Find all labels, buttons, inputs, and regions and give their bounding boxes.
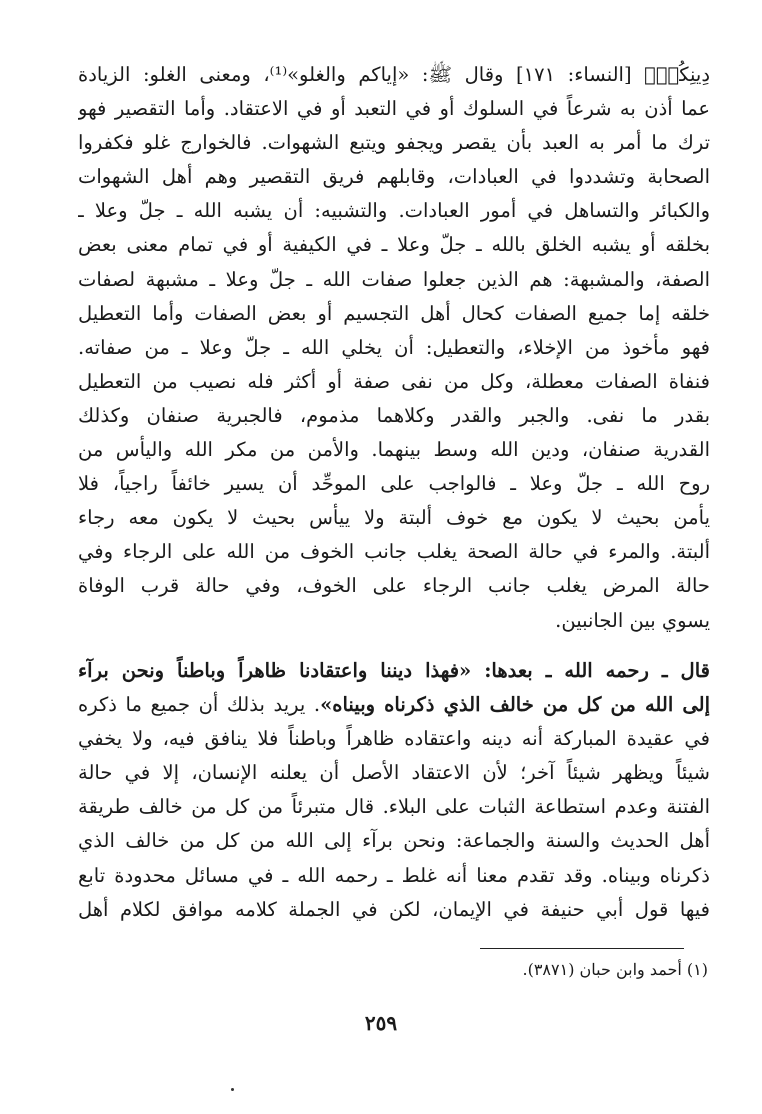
text-line: يأمن بحيث لا يكون مع خوف ألبتة ولا ييأس بحيث لا يكون معه رجاء — [78, 506, 710, 530]
main-paragraph — [78, 58, 710, 638]
text-line: روح الله ـ جلّ وعلا ـ فالواجب على الموحِّد أن يسير خائفاً راجياً، فلا — [78, 472, 710, 496]
text-line: ألبتة. والمرء في حالة الصحة يغلب جانب الخوف من الله على الرجاء وفي — [78, 540, 710, 564]
text-line: عما أذن به شرعاً في السلوك أو في التعبد أو في الاعتقاد. وأما التقصير فهو — [78, 97, 710, 121]
footnote-divider — [480, 948, 684, 949]
scan-speck — [231, 1088, 234, 1091]
text-line: فيها قول أبي حنيفة في الإيمان، لكن في الجملة كلامه موافق لكلام أهل — [78, 897, 710, 921]
text-line: الفتنة وعدم استطاعة الثبات على البلاء. قال متبرئاً من كل من خالف طريقة — [78, 795, 710, 819]
text-line: أهل الحديث والسنة والجماعة: ونحن برآء إلى الله من كل من خالف الذي — [78, 829, 710, 853]
text-line: ذكرناه وبيناه. وقد تقدم معنا أنه غلط ـ رحمه الله ـ في مسائل محدودة تابع — [78, 863, 710, 887]
text-line: الصفة، والمشبهة: هم الذين جعلوا صفات الله ـ جلّ وعلا ـ مشبهة لصفات — [78, 267, 710, 291]
quote-closing-line — [78, 688, 710, 722]
text-line: يسوي بين الجانبين. — [555, 608, 710, 632]
text-line: الصحابة وتشددوا في العبادات، وقابلهم فريق التقصير وهم أهل الشهوات — [78, 165, 710, 189]
text-line: حالة المرض يغلب جانب الرجاء على الخوف، وفي حالة قرب الوفاة — [78, 574, 710, 598]
text-line: ترك ما أمر به العبد بأن يقصر ويجفو ويتبع الشهوات. فالخوارج غلو فكفروا — [78, 131, 710, 155]
commentary-lines — [78, 722, 710, 927]
text-line: والكبائر والتساهل في أمور العبادات. والتشبيه: أن يشبه الله ـ جلّ وعلا ـ — [78, 199, 710, 223]
text-line: دِينِكُمۡ﴾ [النساء: ١٧١] وقال ﷺ: «إياكم والغلو»⁽¹⁾، ومعنى الغلو: الزيادة — [78, 63, 710, 86]
quoted-paragraph — [78, 654, 710, 927]
text-line: بخلقه أو يشبه الخلق بالله ـ جلّ وعلا ـ في الكيفية أو في تمام معنى بعض — [78, 233, 710, 257]
text-line: خلقه إما جميع الصفات كحال أهل التجسيم أو بعض الصفات وأما التعطيل — [78, 301, 710, 325]
text-line: في عقيدة المباركة أنه دينه واعتقاده ظاهراً وباطناً فلا ينافق فيه، ولا يخفي — [78, 727, 710, 751]
quote-closing-bold: إلى الله من كل من خالف الذي ذكرناه وبيناه» — [320, 693, 710, 717]
quote-closing-rest: . يريد بذلك أن جميع ما ذكره — [78, 693, 321, 717]
quote-opening-line: قال ـ رحمه الله ـ بعدها: «فهذا ديننا واعتقادنا ظاهراً وباطناً ونحن برآء — [78, 659, 710, 682]
text-line: فهو مأخوذ من الإخلاء، والتعطيل: أن يخلي الله ـ جلّ وعلا ـ من صفاته. — [78, 335, 710, 359]
text-line: القدرية صنفان، ودين الله وسط بينهما. والأمن من مكر الله واليأس من — [78, 438, 710, 462]
text-line: فنفاة الصفات معطلة، وكل من نفى صفة أو أكثر فله نصيب من التعطيل — [78, 369, 710, 393]
text-line: بقدر ما نفى. والجبر والقدر وكلاهما مذموم، فالجبرية صنفان وكذلك — [78, 403, 710, 427]
text-line: شيئاً ويظهر شيئاً آخر؛ لأن الاعتقاد الأصل أن يعلنه الإنسان، إلا في حالة — [78, 761, 710, 785]
page-number: ٢٥٩ — [364, 1011, 398, 1035]
footnote: (١) أحمد وابن حبان (٣٨٧١). — [522, 960, 708, 979]
